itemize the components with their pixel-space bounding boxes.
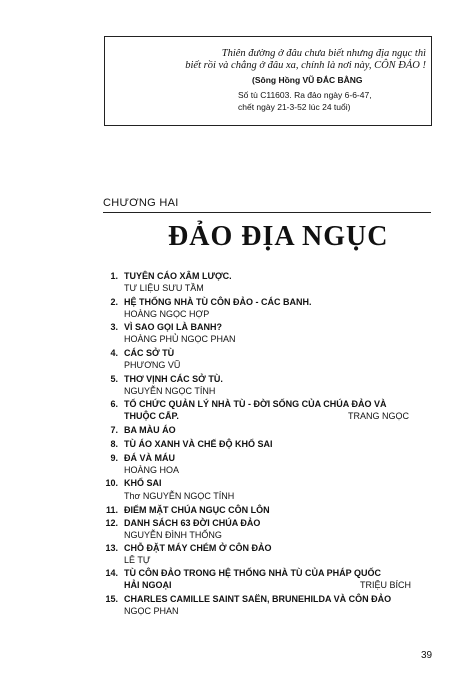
toc-number: 9. bbox=[110, 453, 118, 463]
toc-number: 13. bbox=[105, 543, 118, 553]
toc-title[interactable]: CÁC SỞ TÙ bbox=[124, 348, 175, 358]
toc-number: 5. bbox=[110, 374, 118, 384]
toc-title[interactable]: ĐÁ VÀ MÁU bbox=[124, 453, 175, 463]
toc-number: 11. bbox=[105, 505, 118, 515]
toc-title-continued[interactable]: HẢI NGOẠI bbox=[124, 580, 172, 590]
toc-title[interactable]: TỔ CHỨC QUẢN LÝ NHÀ TÙ - ĐỜI SỐNG CỦA CHÚA ĐẢO VÀ bbox=[124, 399, 387, 409]
toc-author: NGUYỄN ĐÌNH THỐNG bbox=[124, 530, 222, 540]
epigraph-author: (Sông Hồng VŨ ĐẮC BẰNG bbox=[252, 75, 363, 85]
toc-author: Thơ NGUYỄN NGỌC TÍNH bbox=[124, 491, 235, 501]
toc-entry[interactable] bbox=[104, 425, 434, 437]
toc-entry[interactable] bbox=[104, 478, 434, 502]
epigraph-note-line: chết ngày 21-3-52 lúc 24 tuổi) bbox=[238, 102, 351, 112]
toc-number: 15. bbox=[105, 594, 118, 604]
toc-title[interactable]: VÌ SAO GỌI LÀ BANH? bbox=[124, 322, 223, 332]
toc-number: 4. bbox=[110, 348, 118, 358]
toc-number: 2. bbox=[110, 297, 118, 307]
toc-entry[interactable] bbox=[104, 399, 434, 423]
epigraph-quote-line: Thiên đường ở đâu chưa biết nhưng địa ngục thì bbox=[221, 48, 426, 59]
toc-title[interactable]: HỆ THỐNG NHÀ TÙ CÔN ĐẢO - CÁC BANH. bbox=[124, 297, 312, 307]
toc-entry[interactable] bbox=[104, 297, 434, 321]
page-number: 39 bbox=[421, 650, 433, 661]
toc-number: 10. bbox=[105, 478, 118, 488]
epigraph-quote-line: biết rồi và chẳng ở đâu xa, chính là nơi này, CÔN ĐẢO ! bbox=[185, 60, 426, 71]
toc-author: NGỌC PHAN bbox=[124, 606, 179, 616]
toc-number: 14. bbox=[105, 568, 118, 578]
epigraph-note bbox=[238, 89, 372, 113]
toc-title[interactable]: CHỖ ĐẶT MÁY CHÉM Ở CÔN ĐẢO bbox=[124, 543, 272, 553]
toc-author: HOÀNG HOA bbox=[124, 465, 180, 475]
toc-title[interactable]: BA MÀU ÁO bbox=[124, 425, 176, 435]
toc-entry[interactable] bbox=[104, 568, 434, 592]
toc-author: HOÀNG PHỦ NGỌC PHAN bbox=[124, 334, 236, 344]
toc-entry[interactable] bbox=[104, 374, 434, 398]
toc-title[interactable]: TÙ ÁO XANH VÀ CHẾ ĐỘ KHỔ SAI bbox=[124, 439, 273, 449]
toc-entry[interactable] bbox=[104, 439, 434, 451]
toc-entry[interactable] bbox=[104, 518, 434, 542]
toc-entry[interactable] bbox=[104, 505, 434, 517]
toc-title[interactable]: TUYÊN CÁO XÂM LƯỢC. bbox=[124, 271, 232, 281]
chapter-divider bbox=[103, 212, 431, 213]
toc-title[interactable]: DANH SÁCH 63 ĐỜI CHÚA ĐẢO bbox=[124, 518, 261, 528]
toc-entry[interactable] bbox=[104, 271, 434, 295]
epigraph-quote bbox=[144, 48, 426, 72]
toc-entry[interactable] bbox=[104, 594, 434, 618]
toc-author: PHƯƠNG VŨ bbox=[124, 360, 181, 370]
toc-number: 6. bbox=[110, 399, 118, 409]
chapter-label: CHƯƠNG HAI bbox=[103, 197, 179, 209]
toc-number: 8. bbox=[110, 439, 118, 449]
toc-title[interactable]: ĐIỂM MẶT CHÚA NGỤC CÔN LÔN bbox=[124, 505, 270, 515]
toc-author: TRIỆU BÍCH bbox=[360, 580, 412, 590]
toc-title[interactable]: CHARLES CAMILLE SAINT SAËN, BRUNEHILDA VÀ CÔN ĐẢO bbox=[124, 594, 392, 604]
toc-author: TƯ LIỆU SƯU TẦM bbox=[124, 283, 204, 293]
toc-entry[interactable] bbox=[104, 543, 434, 567]
toc-author: HOÀNG NGỌC HỢP bbox=[124, 309, 210, 319]
epigraph-note-line: Số tù C11603. Ra đảo ngày 6-6-47, bbox=[238, 90, 372, 100]
toc-entry[interactable] bbox=[104, 322, 434, 346]
toc-entry[interactable] bbox=[104, 453, 434, 477]
toc-author: NGUYỄN NGỌC TÍNH bbox=[124, 386, 216, 396]
toc-number: 1. bbox=[110, 271, 118, 281]
toc-entry[interactable] bbox=[104, 348, 434, 372]
toc-title[interactable]: TÙ CÔN ĐẢO TRONG HỆ THỐNG NHÀ TÙ CỦA PHÁP QUỐC bbox=[124, 568, 382, 578]
toc-title[interactable]: KHỔ SAI bbox=[124, 478, 162, 488]
toc-title-continued[interactable]: THUỘC CẤP. bbox=[124, 411, 179, 421]
chapter-title: ĐẢO ĐỊA NGỤC bbox=[168, 221, 389, 252]
toc-number: 3. bbox=[110, 322, 118, 332]
toc-number: 7. bbox=[110, 425, 118, 435]
toc-author: LÊ TỰ bbox=[124, 555, 151, 565]
toc-author: TRANG NGỌC bbox=[348, 411, 410, 421]
toc-title[interactable]: THƠ VỊNH CÁC SỞ TÙ. bbox=[124, 374, 223, 384]
toc-number: 12. bbox=[105, 518, 118, 528]
